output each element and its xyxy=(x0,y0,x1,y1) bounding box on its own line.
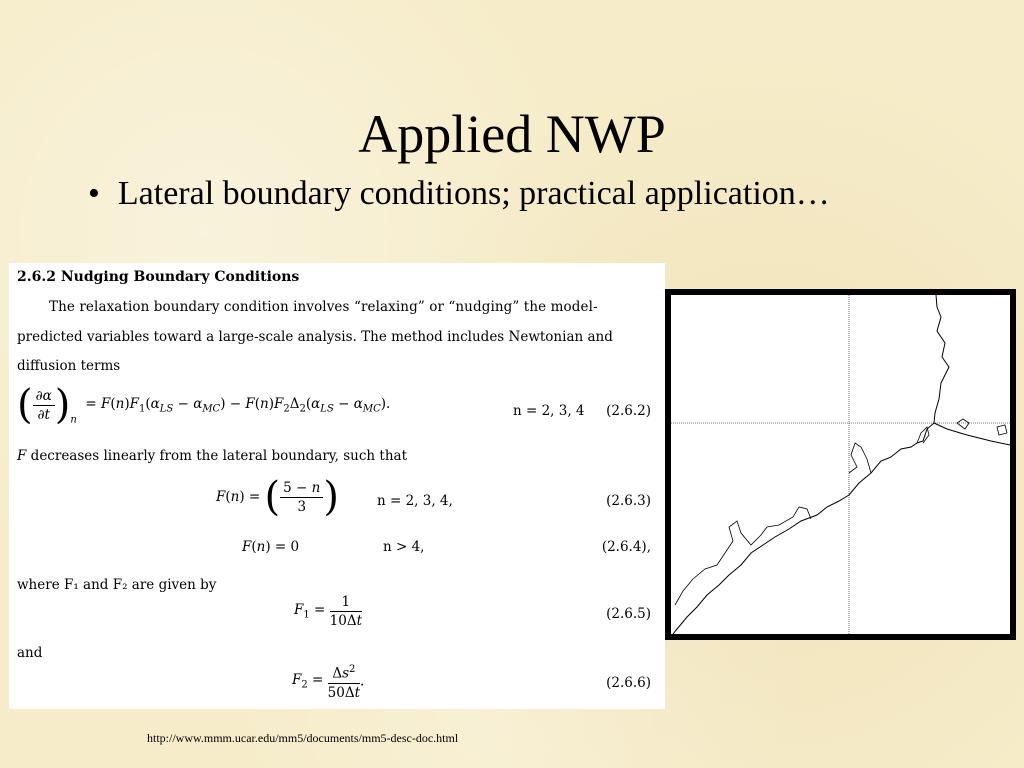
bullet-item xyxy=(88,172,830,216)
equation-2-6-3: F(n) = ( $\frac{5 - n}{3}$ ) xyxy=(216,474,339,520)
paragraph-line: where F₁ and F₂ are given by xyxy=(17,577,217,593)
islands xyxy=(675,419,1007,605)
equation-number: (2.6.6) xyxy=(606,675,651,691)
bullet-dot: • xyxy=(88,175,100,212)
coastline xyxy=(673,295,949,634)
coastline-map xyxy=(666,290,1015,639)
equation-number: (2.6.4), xyxy=(601,539,651,555)
linear-text: decreases linearly from the lateral boundary, such that xyxy=(30,448,407,464)
equation-number: (2.6.5) xyxy=(606,606,651,622)
equation-2-6-2: ( $\frac{\partial\alpha}{\partial t}$ )$_n = F(n)F_1(\alpha_{LS} - \alpha_{MC}) - F(n)F_2\Delta_2(\alpha_{LS} - \alpha_{MC})$. xyxy=(17,382,391,428)
equation-range: n = 2, 3, 4 xyxy=(513,403,585,419)
equation-2-6-4: F(n) = 0 xyxy=(242,539,300,555)
equation-range: n > 4, xyxy=(383,539,425,555)
bullet-text: Lateral boundary conditions; practical application… xyxy=(117,175,830,212)
equation-number: (2.6.2) xyxy=(606,403,651,419)
document-excerpt xyxy=(9,263,665,709)
equation-range: n = 2, 3, 4, xyxy=(377,493,453,509)
equation-2-6-5: $F_1$ = $\frac{1}{10\Delta t}$ xyxy=(294,594,363,629)
section-heading: 2.6.2 Nudging Boundary Conditions xyxy=(17,269,300,285)
paragraph-line: F decreases linearly from the lateral boundary, such that xyxy=(17,448,407,464)
paragraph-line: predicted variables toward a large-scale analysis. The method includes Newtonian and xyxy=(17,329,613,345)
source-url[interactable]: http://www.mmm.ucar.edu/mm5/documents/mm5-desc-doc.html xyxy=(147,731,459,745)
coastline-map-drawing xyxy=(671,295,1010,634)
equation-number: (2.6.3) xyxy=(606,493,651,509)
bay-outline xyxy=(849,427,929,473)
paragraph-line: and xyxy=(17,645,43,661)
equation-2-6-6: $F_2$ = $\frac{\Delta s^2}{50\Delta t}$ . xyxy=(292,661,364,702)
paragraph-line: The relaxation boundary condition involves “relaxing” or “nudging” the model- xyxy=(49,299,598,315)
slide-title: Applied NWP xyxy=(358,104,666,164)
paragraph-line: diffusion terms xyxy=(17,358,121,374)
